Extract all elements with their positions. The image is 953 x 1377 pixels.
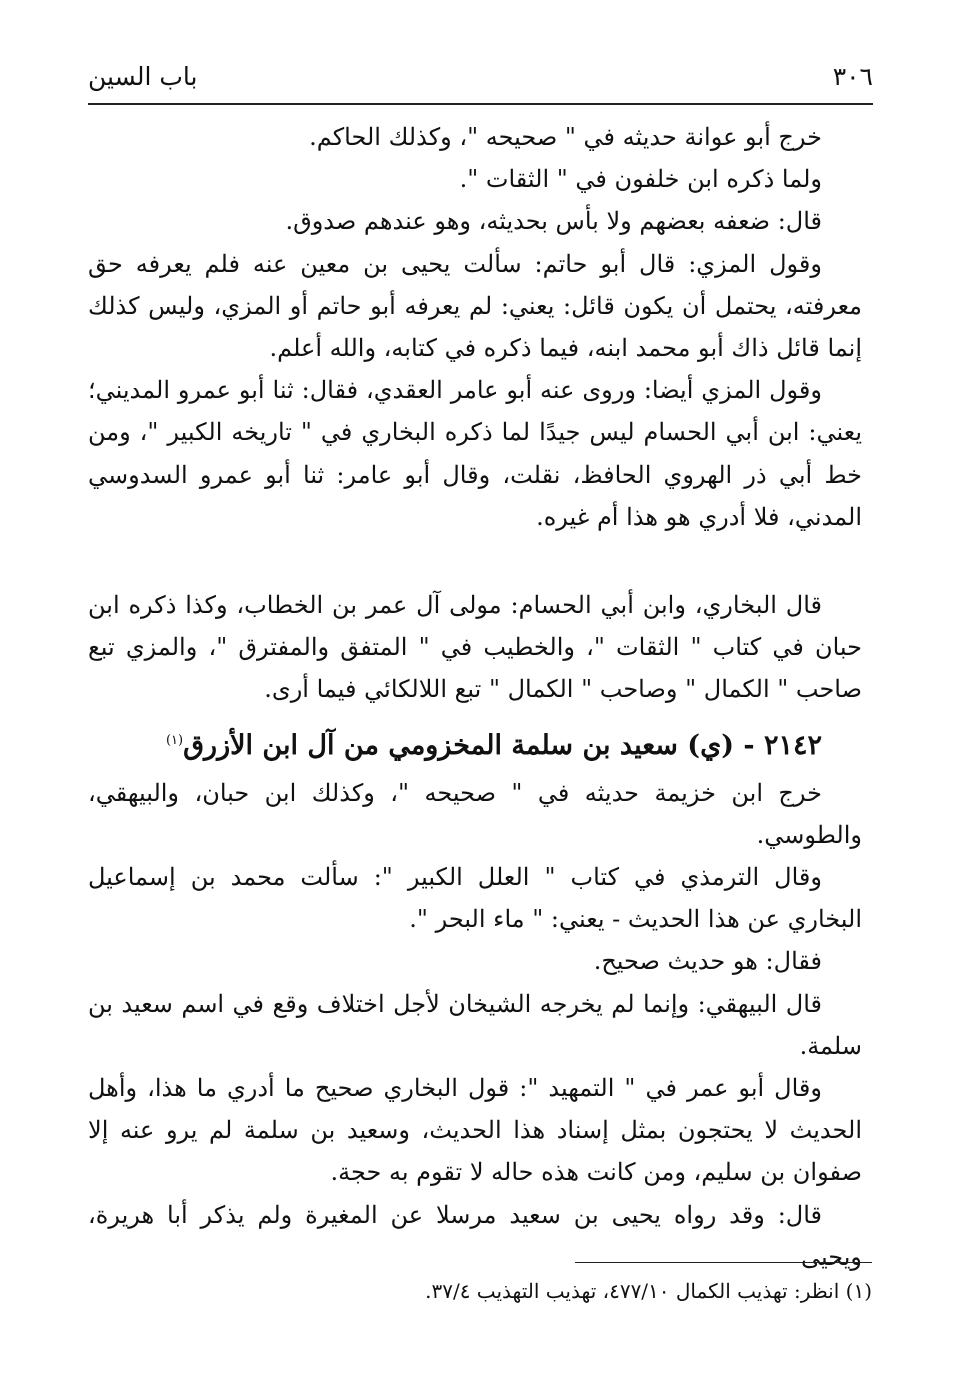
paragraph: وقول المزي أيضا: وروى عنه أبو عامر العقدي، فقال: ثنا أبو عمرو المديني؛ يعني: ابن أبي الحسام ليس جيدًا لما ذكره البخاري في " تاريخه الكبير "، ومن خط أبي ذر الهروي الحافظ، نقلت، وقال أبو عامر: ثنا أبو عمرو السدوسي المدني، فلا أدري هو هذا أم غيره.	[88, 376, 862, 531]
footnote-divider	[575, 1262, 872, 1263]
paragraph: قال: وقد رواه يحيى بن سعيد مرسلا عن المغيرة ولم يذكر أبا هريرة، ويحيى	[88, 1200, 862, 1271]
page-header	[88, 62, 873, 102]
running-title: باب السين	[88, 62, 198, 91]
footnote: (١) انظر: تهذيب الكمال ٤٧٧/١٠، تهذيب التهذيب ٣٧/٤.	[425, 1279, 872, 1303]
page-number: ٣٠٦	[832, 62, 873, 91]
paragraph: وقول المزي: قال أبو حاتم: سألت يحيى بن معين عنه فلم يعرفه حق معرفته، يحتمل أن يكون قائل: يعني: لم يعرفه أبو حاتم أو المزي، وليس كذلك إنما قائل ذاك أبو محمد ابنه، فيما ذكره في كتابه، والله أعلم.	[88, 249, 862, 363]
paragraph: خرج أبو عوانة حديثه في " صحيحه "، وكذلك الحاكم.	[309, 123, 822, 151]
paragraph: خرج ابن خزيمة حديثه في " صحيحه "، وكذلك ابن حبان، والبيهقي، والطوسي.	[88, 778, 862, 849]
footnote-marker[interactable]: (١)	[165, 732, 184, 748]
paragraph: قال البخاري، وابن أبي الحسام: مولى آل عمر بن الخطاب، وكذا ذكره ابن حبان في كتاب " الثقات "، والخطيب في " المتفق والمفترق "، والمزي تبع صاحب " الكمال " وصاحب " الكمال " تبع اللالكائي فيما أرى.	[88, 591, 862, 704]
entry-heading	[88, 719, 862, 768]
paragraph: ولما ذكره ابن خلفون في " الثقات ".	[459, 165, 822, 194]
entry-heading-text: ٢١٤٢ - (ي) سعيد بن سلمة المخزومي من آل ابن الأزرق	[183, 729, 822, 761]
paragraph: قال البيهقي: وإنما لم يخرجه الشيخان لأجل اختلاف وقع في اسم سعيد بن سلمة.	[88, 989, 862, 1060]
main-text	[88, 116, 862, 1278]
paragraph: وقال الترمذي في كتاب " العلل الكبير ": سألت محمد بن إسماعيل البخاري عن هذا الحديث - يعني: " ماء البحر ".	[88, 863, 862, 934]
paragraph: وقال أبو عمر في " التمهيد ": قول البخاري صحيح ما أدري ما هذا، وأهل الحديث لا يحتجون بمثل إسناد هذا الحديث، وسعيد بن سلمة لم يرو عنه إلا صفوان بن سليم، ومن كانت هذه حاله لا تقوم به حجة.	[88, 1074, 862, 1187]
paragraph: فقال: هو حديث صحيح.	[593, 947, 822, 976]
header-divider	[88, 103, 873, 105]
paragraph: قال: ضعفه بعضهم ولا بأس بحديثه، وهو عندهم صدوق.	[285, 207, 822, 236]
